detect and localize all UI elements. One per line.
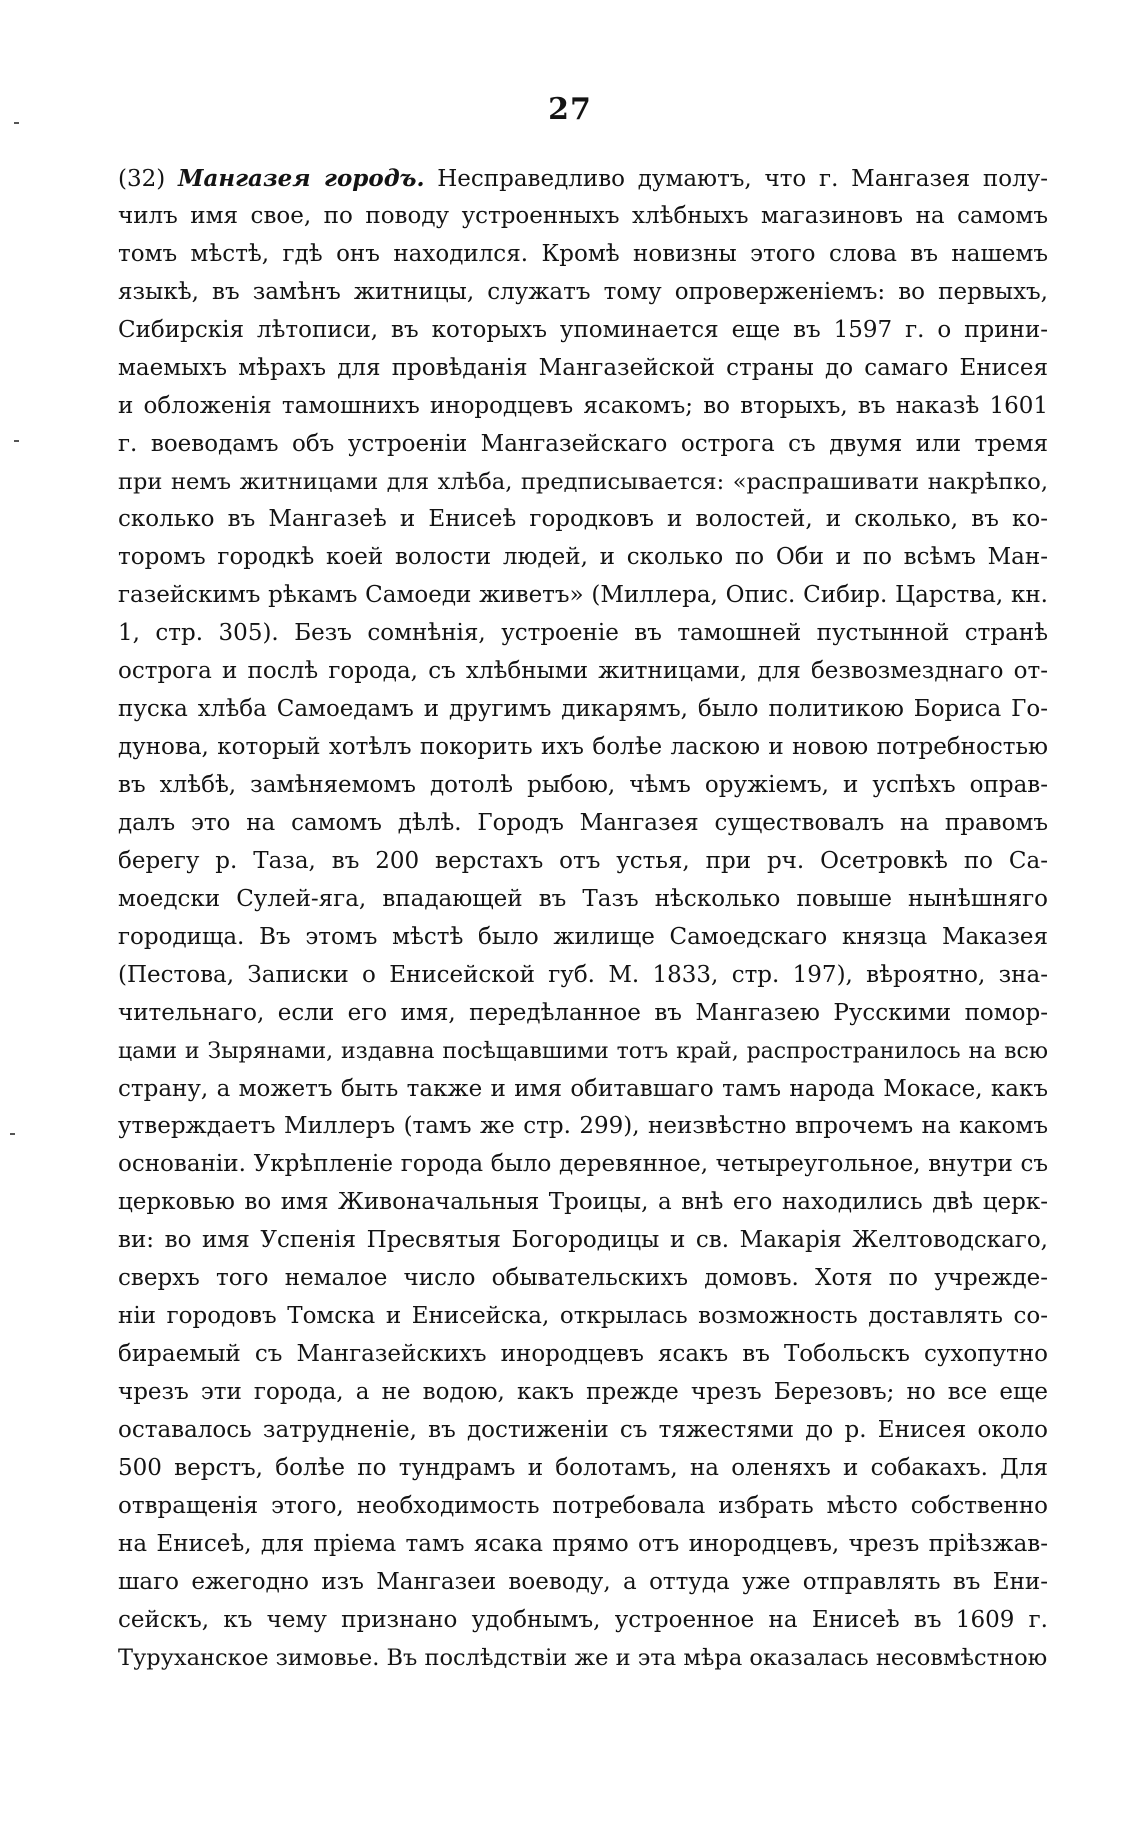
text-line: шаго ежегодно изъ Мангазеи воеводу, а оттуда уже отправлять въ Ени-: [118, 1568, 1048, 1595]
text-line: на Енисеѣ, для пріема тамъ ясака прямо отъ инородцевъ, чрезъ пріѣзжав-: [118, 1530, 1048, 1557]
text-line: (Пестова, Записки о Енисейской губ. М. 1833, стр. 197), вѣроятно, зна-: [118, 961, 1048, 988]
text-line: сверхъ того немалое число обывательскихъ домовъ. Хотя по учрежде-: [118, 1265, 1048, 1292]
text-line: чрезъ эти города, а не водою, какъ прежде чрезъ Березовъ; но все еще: [118, 1379, 1048, 1405]
text-line: страну, а можетъ быть также и имя обитавшаго тамъ народа Мокасе, какъ: [118, 1075, 1048, 1102]
text-line: берегу р. Таза, въ 200 верстахъ отъ устья, при рч. Осетровкѣ по Са-: [118, 847, 1048, 874]
text-line: ви: во имя Успенія Пресвятыя Богородицы и св. Макарія Желтоводскаго,: [118, 1227, 1048, 1254]
text-line: Туруханское зимовье. Въ послѣдствіи же и эта мѣра оказалась несовмѣстною: [118, 1644, 1048, 1671]
text-line: торомъ городкѣ коей волости людей, и сколько по Оби и по всѣмъ Ман-: [118, 544, 1048, 571]
note-first-line-text: Несправедливо думаютъ, что г. Мангазея полу-: [437, 166, 1049, 192]
text-line: сейскъ, къ чему признано удобнымъ, устроенное на Енисеѣ въ 1609 г.: [118, 1606, 1048, 1633]
text-line: утверждаетъ Миллеръ (тамъ же стр. 299), неизвѣстно впрочемъ на какомъ: [118, 1113, 1048, 1140]
text-line: моедски Сулей-яга, впадающей въ Тазъ нѣсколько повыше нынѣшняго: [118, 885, 1048, 912]
page-number: 27: [548, 92, 592, 127]
scan-mark: [10, 1133, 15, 1135]
text-line: церковью во имя Живоначальныя Троицы, а внѣ его находились двѣ церк-: [118, 1189, 1048, 1216]
note-text-block: [118, 160, 1048, 1678]
text-line: далъ это на самомъ дѣлѣ. Городъ Мангазея существовалъ на правомъ: [118, 809, 1048, 836]
text-line: бираемый съ Мангазейскихъ инородцевъ ясакъ въ Тобольскъ сухопутно: [118, 1341, 1048, 1368]
text-line: основаніи. Укрѣпленіе города было деревянное, четыреугольное, внутри съ: [118, 1151, 1048, 1178]
note-number: (32): [118, 166, 166, 192]
text-line: дунова, который хотѣлъ покорить ихъ болѣе ласкою и новою потребностью: [118, 734, 1048, 761]
text-line: газейскимъ рѣкамъ Самоеди живетъ» (Миллера, Опис. Сибир. Царства, кн.: [118, 582, 1048, 609]
text-line: пуска хлѣба Самоедамъ и другимъ дикарямъ, было политикою Бориса Го-: [118, 696, 1048, 723]
text-line: ніи городовъ Томска и Енисейска, открылась возможность доставлять со-: [118, 1303, 1048, 1330]
text-line: г. воеводамъ объ устроеніи Мангазейскаго острога съ двумя или тремя: [118, 430, 1048, 457]
text-line: и обложенія тамошнихъ инородцевъ ясакомъ; во вторыхъ, въ наказѣ 1601: [118, 392, 1048, 419]
text-line: отвращенія этого, необходимость потребовала избрать мѣсто собственно: [118, 1492, 1048, 1519]
text-line: 1, стр. 305). Безъ сомнѣнія, устроеніе въ тамошней пустынной странѣ: [118, 620, 1048, 647]
text-line: городища. Въ этомъ мѣстѣ было жилище Самоедскаго князца Маказея: [118, 923, 1048, 950]
note-first-line: [118, 160, 1048, 198]
text-line: Сибирскія лѣтописи, въ которыхъ упоминается еще въ 1597 г. о прини-: [118, 316, 1048, 343]
note-title: Мангазея городъ.: [177, 165, 425, 192]
scan-mark: [14, 440, 19, 442]
text-line: чительнаго, если его имя, передѣланное въ Мангазею Русскими помор-: [118, 999, 1048, 1026]
text-line: чилъ имя свое, по поводу устроенныхъ хлѣбныхъ магазиновъ на самомъ: [118, 202, 1048, 229]
text-line: острога и послѣ города, съ хлѣбными житницами, для безвозмезднаго от-: [118, 658, 1048, 685]
text-line: маемыхъ мѣрахъ для провѣданія Мангазейской страны до самаго Енисея: [118, 354, 1048, 381]
text-line: оставалось затрудненіе, въ достиженіи съ тяжестями до р. Енисея около: [118, 1416, 1048, 1443]
text-line: въ хлѣбѣ, замѣняемомъ дотолѣ рыбою, чѣмъ оружіемъ, и успѣхъ оправ-: [118, 772, 1048, 798]
text-line: 500 верстъ, болѣе по тундрамъ и болотамъ, на оленяхъ и собакахъ. Для: [118, 1454, 1048, 1481]
text-line: цами и Зырянами, издавна посѣщавшими тотъ край, распространилось на всю: [118, 1038, 1048, 1064]
text-line: сколько въ Мангазеѣ и Енисеѣ городковъ и волостей, и сколько, въ ко-: [118, 506, 1048, 533]
text-line: языкѣ, въ замѣнъ житницы, служатъ тому опроверженіемъ: во первыхъ,: [118, 278, 1048, 305]
text-line: при немъ житницами для хлѣба, предписывается: «распрашивати накрѣпко,: [118, 468, 1048, 495]
text-line: томъ мѣстѣ, гдѣ онъ находился. Кромѣ новизны этого слова въ нашемъ: [118, 240, 1048, 267]
